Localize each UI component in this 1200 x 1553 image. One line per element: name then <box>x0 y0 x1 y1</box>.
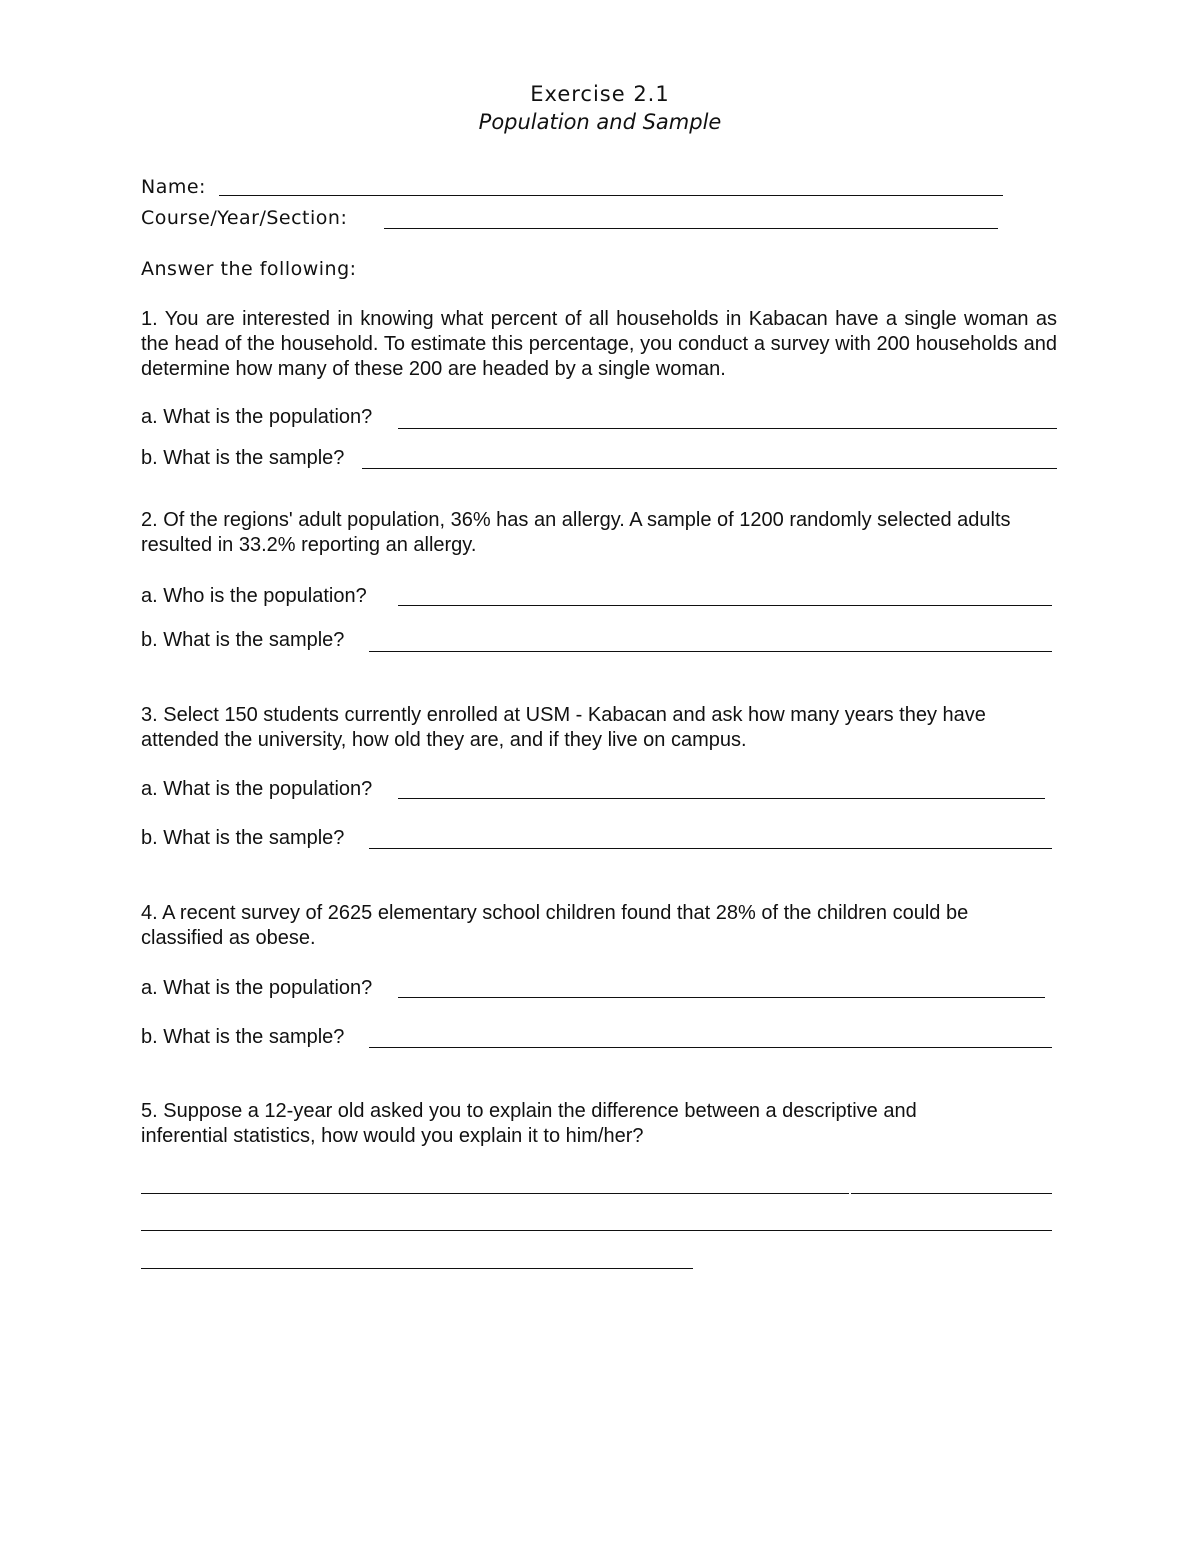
question-5-text: 5. Suppose a 12-year old asked you to explain the difference between a descriptive and inferential statistics, how would you explain it to him/her? <box>141 1100 917 1147</box>
question-3b-label: b. What is the sample? <box>141 827 345 849</box>
question-4b-label: b. What is the sample? <box>141 1026 345 1048</box>
name-label: Name: <box>141 176 206 198</box>
question-1-text: 1. You are interested in knowing what percent of all households in Kabacan have a single woman as the head of the household. To estimate this percentage, you conduct a survey with 200 households and determine how many of these 200 are headed by a single woman. <box>141 308 1057 380</box>
question-3b-answer-line[interactable] <box>369 848 1052 849</box>
question-5-answer-line-1b[interactable] <box>851 1193 1052 1194</box>
question-1a-answer-line[interactable] <box>398 428 1057 429</box>
question-5-answer-line-3[interactable] <box>141 1268 693 1269</box>
question-2b-label: b. What is the sample? <box>141 629 345 651</box>
question-2a-label: a. Who is the population? <box>141 585 367 607</box>
question-1b-label: b. What is the sample? <box>141 447 345 469</box>
question-5-answer-line-2[interactable] <box>141 1230 1052 1231</box>
question-2a-answer-line[interactable] <box>398 605 1052 606</box>
question-4a-label: a. What is the population? <box>141 977 373 999</box>
question-3a-answer-line[interactable] <box>398 798 1045 799</box>
question-3a-label: a. What is the population? <box>141 778 373 800</box>
question-2-text: 2. Of the regions' adult population, 36% has an allergy. A sample of 1200 randomly selected adults resulted in 33.2% reporting an allergy. <box>141 509 1011 556</box>
question-5-answer-line-1a[interactable] <box>141 1193 849 1194</box>
name-field[interactable] <box>219 195 1003 196</box>
question-1a-label: a. What is the population? <box>141 406 373 428</box>
question-3-text: 3. Select 150 students currently enrolled at USM - Kabacan and ask how many years they have attended the university, how old they are, and if they live on campus. <box>141 704 986 751</box>
page-subtitle: Population and Sample <box>478 110 722 134</box>
question-1b-answer-line[interactable] <box>362 468 1057 469</box>
instructions: Answer the following: <box>141 258 357 280</box>
question-2b-answer-line[interactable] <box>369 651 1052 652</box>
question-4a-answer-line[interactable] <box>398 997 1045 998</box>
course-year-section-field[interactable] <box>384 228 998 229</box>
page-title: Exercise 2.1 <box>530 82 670 106</box>
course-year-section-label: Course/Year/Section: <box>141 207 348 229</box>
question-4b-answer-line[interactable] <box>369 1047 1052 1048</box>
question-4-text: 4. A recent survey of 2625 elementary school children found that 28% of the children could be classified as obese. <box>141 902 969 949</box>
